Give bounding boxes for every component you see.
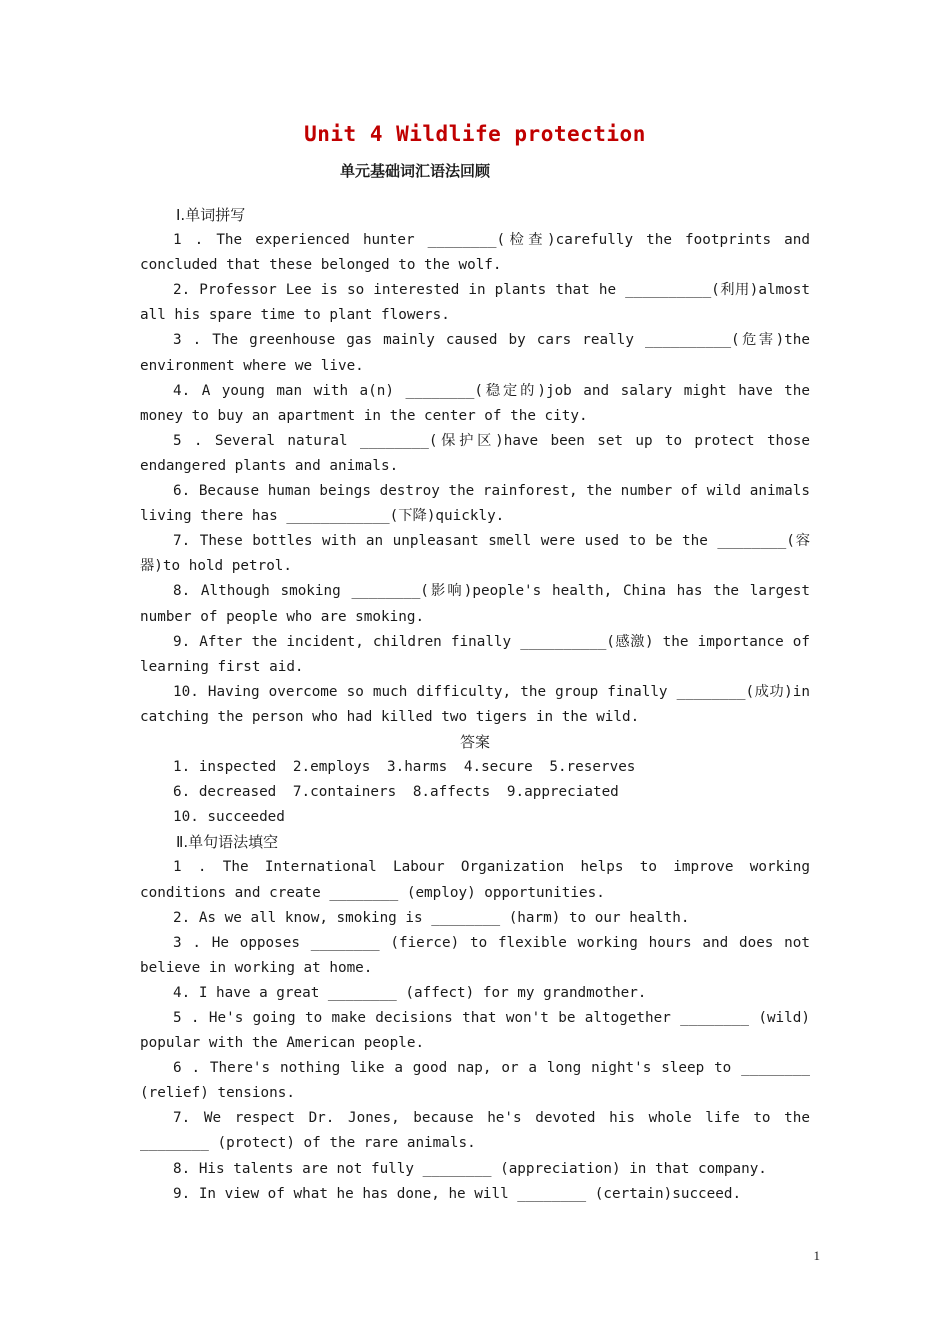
answer-item: 6. decreased (173, 784, 277, 801)
section-heading-grammar: Ⅱ.单句语法填空 (176, 833, 279, 852)
document-body (140, 203, 810, 1207)
answer-heading: 答案 (459, 732, 490, 751)
spelling-question: 3 . The greenhouse gas mainly caused by cars really __________(危害)the environment where we live. (140, 332, 810, 374)
answer-line (140, 755, 810, 780)
grammar-question: 5 . He's going to make decisions that won't be altogether ________ (wild) popular with the American people. (140, 1010, 810, 1052)
page-subtitle: 单元基础词汇语法回顾 (339, 162, 490, 180)
grammar-question: 1 . The International Labour Organization helps to improve working conditions and create ________ (employ) opportunities. (140, 859, 810, 901)
spelling-question: 8. Although smoking ________(影响)people's health, China has the largest number of people who are smoking. (140, 583, 810, 625)
spelling-question: 10. Having overcome so much difficulty, the group finally ________(成功)in catching the person who had killed two tigers in the wild. (140, 683, 810, 725)
grammar-question: 9. In view of what he has done, he will ________ (certain)succeed. (173, 1185, 742, 1202)
grammar-question: 7. We respect Dr. Jones, because he's devoted his whole life to the ________ (protect) of the rare animals. (140, 1110, 810, 1152)
answer-item: 3.harms (386, 759, 448, 776)
spelling-question: 6. Because human beings destroy the rainforest, the number of wild animals living there has ____________(下降)quickly. (140, 483, 810, 525)
answer-item: 8.affects (412, 784, 491, 801)
grammar-question: 2. As we all know, smoking is ________ (harm) to our health. (173, 909, 690, 926)
page-title: Unit 4 Wildlife protection (304, 122, 646, 146)
answer-item: 1. inspected (173, 759, 277, 776)
answer-line (140, 805, 810, 830)
grammar-question: 4. I have a great ________ (affect) for my grandmother. (173, 984, 647, 1001)
answer-item: 9.appreciated (506, 784, 619, 801)
answer-item: 5.reserves (549, 759, 636, 776)
answer-line (140, 780, 810, 805)
page-number: 1 (813, 1248, 820, 1263)
spelling-question: 7. These bottles with an unpleasant smell were used to be the ________(容器)to hold petrol. (140, 533, 810, 575)
section-heading-spelling: Ⅰ.单词拼写 (176, 206, 246, 224)
answer-item: 10. succeeded (173, 809, 285, 826)
answer-item: 4.secure (463, 759, 533, 776)
answer-item: 2.employs (292, 759, 371, 776)
grammar-question: 3 . He opposes ________ (fierce) to flexible working hours and does not believe in working at home. (140, 934, 810, 976)
spelling-question: 5 . Several natural ________(保护区)have been set up to protect those endangered plants and animals. (140, 432, 810, 474)
spelling-question: 9. After the incident, children finally __________(感激) the importance of learning first aid. (140, 633, 810, 675)
spelling-question: 1 . The experienced hunter ________(检查)carefully the footprints and concluded that these belonged to the wolf. (140, 232, 810, 274)
spelling-question: 4. A young man with a(n) ________(稳定的)job and salary might have the money to buy an apartment in the center of the city. (140, 382, 810, 424)
spelling-question: 2. Professor Lee is so interested in plants that he __________(利用)almost all his spare time to plant flowers. (140, 282, 810, 324)
grammar-question: 6 . There's nothing like a good nap, or a long night's sleep to ________ (relief) tensions. (140, 1060, 810, 1102)
grammar-question: 8. His talents are not fully ________ (appreciation) in that company. (173, 1160, 767, 1177)
answer-item: 7.containers (292, 784, 397, 801)
